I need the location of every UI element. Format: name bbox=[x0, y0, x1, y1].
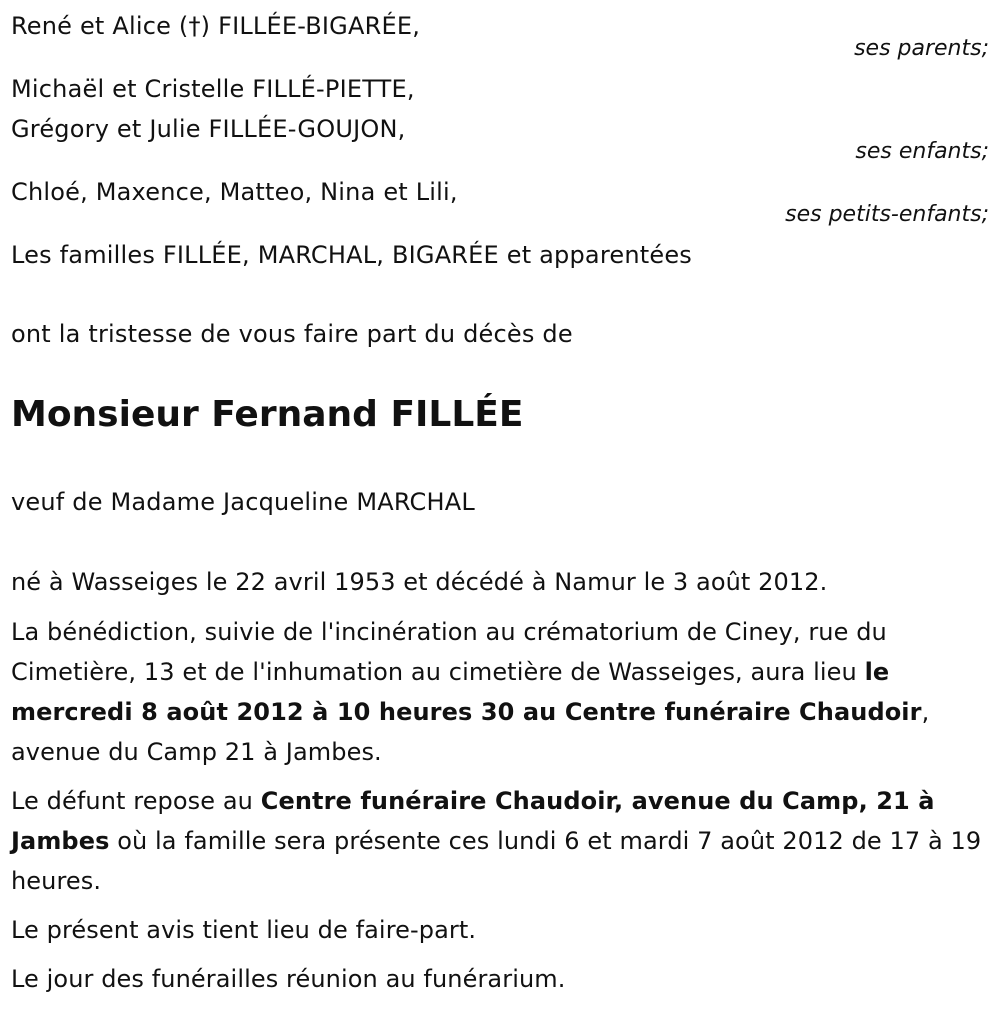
birth-death-line: né à Wasseiges le 22 avril 1953 et décédé à Namur le 3 août 2012. bbox=[11, 568, 828, 596]
widower-line: veuf de Madame Jacqueline MARCHAL bbox=[11, 488, 475, 516]
families-line: Les familles FILLÉE, MARCHAL, BIGARÉE et apparentées bbox=[11, 241, 692, 269]
repose-visiting-hours: où la famille sera présente ces lundi 6 et mardi 7 août 2012 de 17 à 19 heures. bbox=[11, 827, 982, 895]
children-role: ses enfants; bbox=[855, 139, 989, 164]
deceased-name: Monsieur Fernand FILLÉE bbox=[11, 394, 524, 435]
notice-line: Le présent avis tient lieu de faire-part. bbox=[11, 916, 477, 944]
parents-names: René et Alice (†) FILLÉE-BIGARÉE, bbox=[11, 12, 421, 40]
grandchildren-names: Chloé, Maxence, Matteo, Nina et Lili, bbox=[11, 178, 458, 206]
ceremony-address: , avenue du Camp 21 à Jambes. bbox=[11, 698, 930, 766]
reunion-line: Le jour des funérailles réunion au funérarium. bbox=[11, 965, 566, 993]
child-line-2: Grégory et Julie FILLÉE-GOUJON, bbox=[11, 115, 406, 143]
repose-paragraph bbox=[11, 781, 986, 901]
details-block bbox=[11, 561, 986, 999]
ceremony-date-location: le mercredi 8 août 2012 à 10 heures 30 au Centre funéraire Chaudoir bbox=[11, 658, 922, 726]
repose-text: Le défunt repose au bbox=[11, 787, 261, 815]
child-line-1: Michaël et Cristelle FILLÉ-PIETTE, bbox=[11, 75, 415, 103]
parents-role: ses parents; bbox=[854, 36, 989, 61]
repose-location: Centre funéraire Chaudoir, avenue du Camp, 21 à Jambes bbox=[11, 787, 935, 855]
ceremony-paragraph bbox=[11, 612, 986, 772]
grandchildren-role: ses petits-enfants; bbox=[785, 202, 989, 227]
ceremony-text: La bénédiction, suivie de l'incinération au crématorium de Ciney, rue du Cimetière, 13 et de l'inhumation au cimetière de Wasseiges, aura lieu bbox=[11, 618, 887, 686]
announcement-line: ont la tristesse de vous faire part du décès de bbox=[11, 320, 573, 348]
